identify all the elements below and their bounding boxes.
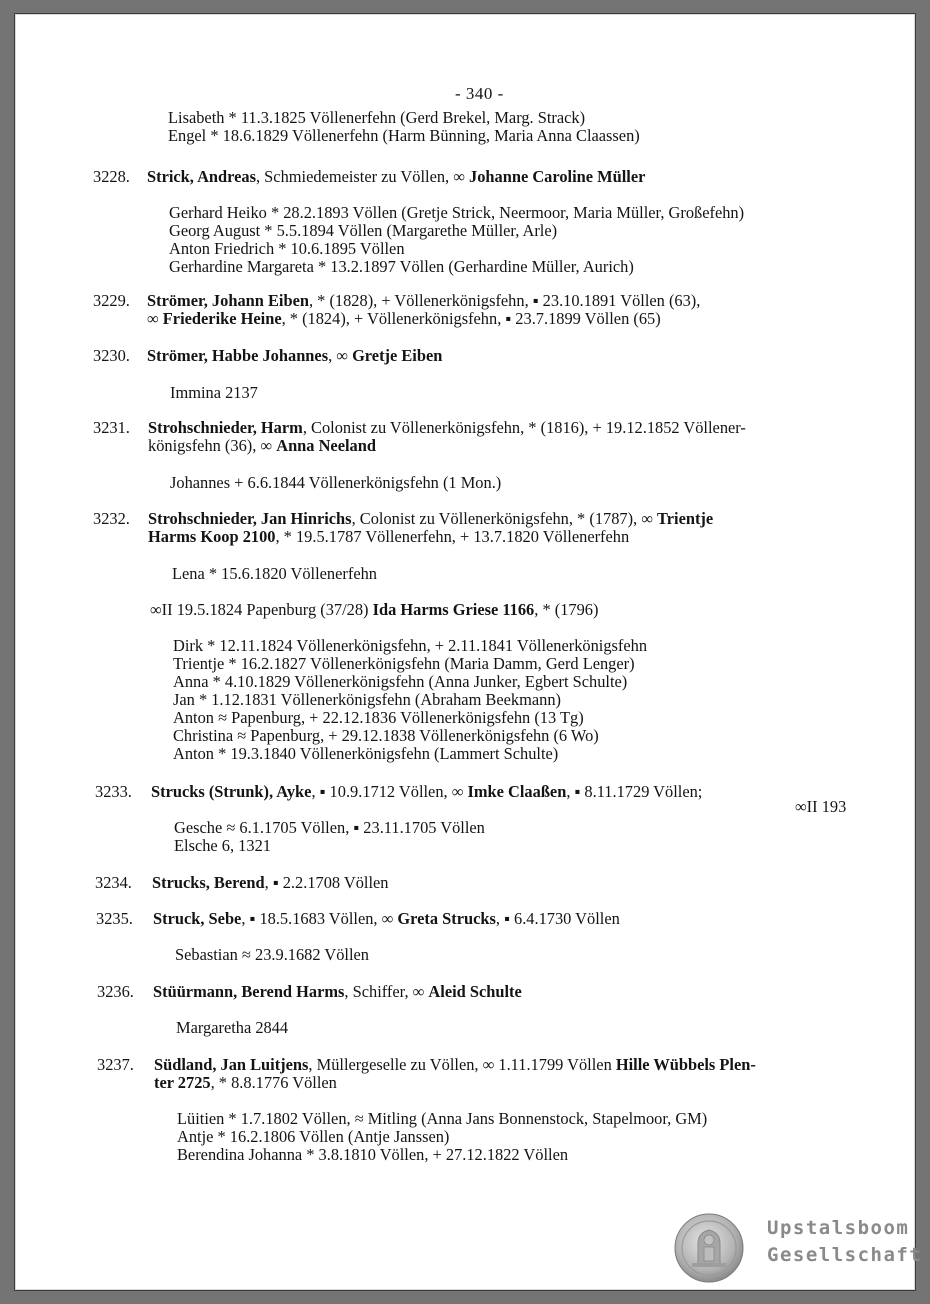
text-segment: , Schmiedemeister zu Völlen, ∞	[255, 167, 470, 186]
text-segment: Lisabeth * 11.3.1825 Völlenerfehn (Gerd Brekel, Marg. Strack)	[168, 108, 586, 127]
text-line	[173, 691, 561, 709]
text-segment: , * 19.5.1787 Völlenerfehn, + 13.7.1820 Völlenerfehn	[275, 527, 630, 546]
text-line	[169, 204, 744, 222]
text-line	[169, 240, 405, 258]
text-segment: Anton ≈ Papenburg, + 22.12.1836 Völlenerkönigsfehn (13 Tg)	[173, 708, 584, 727]
bold-name-segment: Trientje	[657, 509, 714, 528]
bold-name-segment: ter 2725	[154, 1073, 211, 1092]
bold-name-segment: Harms Koop 2100	[148, 527, 276, 546]
text-segment: , * (1828), + Völlenerkönigsfehn, ▪ 23.10.1891 Völlen (63),	[308, 291, 701, 310]
text-line	[154, 1056, 756, 1074]
entry-number: 3228.	[93, 167, 130, 186]
text-line	[147, 168, 645, 186]
text-line	[795, 798, 846, 816]
text-segment: Jan * 1.12.1831 Völlenerkönigsfehn (Abraham Beekmann)	[173, 690, 561, 709]
text-segment: , * (1796)	[534, 600, 599, 619]
bold-name-segment: Strömer, Habbe Johannes	[147, 346, 329, 365]
text-line	[177, 1110, 707, 1128]
text-line	[168, 127, 640, 145]
text-line	[173, 655, 635, 673]
entry-number: 3232.	[93, 509, 130, 528]
bold-name-segment: Ida Harms Griese 1166	[372, 600, 535, 619]
entry-number: 3230.	[93, 346, 130, 365]
entry-number: 3231.	[93, 418, 130, 437]
entry-number: 3233.	[95, 782, 132, 801]
bold-name-segment: Strucks (Strunk), Ayke	[151, 782, 312, 801]
bold-name-segment: Südland, Jan Luitjens	[154, 1055, 309, 1074]
text-line	[168, 109, 585, 127]
text-segment: Sebastian ≈ 23.9.1682 Völlen	[175, 945, 369, 964]
text-line	[148, 437, 376, 455]
entry-number: 3235.	[96, 909, 133, 928]
text-segment: Trientje * 16.2.1827 Völlenerkönigsfehn (Maria Damm, Gerd Lenger)	[173, 654, 635, 673]
bold-name-segment: Strick, Andreas	[147, 167, 256, 186]
text-segment: Elsche 6, 1321	[174, 836, 271, 855]
entry-number: 3237.	[97, 1055, 134, 1074]
text-segment: , ▪ 18.5.1683 Völlen, ∞	[241, 909, 398, 928]
text-segment: , ∞	[328, 346, 353, 365]
bold-name-segment: Strucks, Berend	[152, 873, 265, 892]
text-segment: , * (1824), + Völlenerkönigsfehn, ▪ 23.7.1899 Völlen (65)	[281, 309, 661, 328]
text-segment: Dirk * 12.11.1824 Völlenerkönigsfehn, + 2.11.1841 Völlenerkönigsfehn	[173, 636, 648, 655]
bold-name-segment: Struck, Sebe	[153, 909, 242, 928]
text-segment: , * 8.8.1776 Völlen	[210, 1073, 337, 1092]
text-line	[174, 837, 271, 855]
text-segment: , ▪ 8.11.1729 Völlen;	[566, 782, 703, 801]
bold-name-segment: Friederike Heine	[162, 309, 282, 328]
document-page	[14, 13, 923, 1291]
text-line	[176, 1019, 288, 1037]
text-segment: Anna * 4.10.1829 Völlenerkönigsfehn (Anna Junker, Egbert Schulte)	[173, 672, 628, 691]
text-line	[174, 819, 485, 837]
text-segment: Engel * 18.6.1829 Völlenerfehn (Harm Bünning, Maria Anna Claassen)	[168, 126, 640, 145]
text-segment: Georg August * 5.5.1894 Völlen (Margarethe Müller, Arle)	[169, 221, 558, 240]
text-line	[148, 419, 746, 437]
text-line	[147, 292, 700, 310]
text-segment: Gerhard Heiko * 28.2.1893 Völlen (Gretje Strick, Neermoor, Maria Müller, Großefehn)	[169, 203, 745, 222]
text-line	[170, 384, 258, 402]
text-segment: Anton Friedrich * 10.6.1895 Völlen	[169, 239, 405, 258]
text-line	[147, 310, 661, 328]
logo-text-line2: Gesellschaft	[767, 1244, 923, 1266]
text-segment: , ▪ 10.9.1712 Völlen, ∞	[311, 782, 468, 801]
text-segment: , ▪ 2.2.1708 Völlen	[264, 873, 389, 892]
text-line	[153, 910, 620, 928]
text-segment: Gerhardine Margareta * 13.2.1897 Völlen (Gerhardine Müller, Aurich)	[169, 257, 634, 276]
text-line	[153, 983, 522, 1001]
bold-name-segment: Imke Claaßen	[467, 782, 567, 801]
text-segment: ∞	[147, 309, 163, 328]
bold-name-segment: Aleid Schulte	[428, 982, 522, 1001]
text-line	[173, 673, 627, 691]
entry-number: 3229.	[93, 291, 130, 310]
text-line	[173, 637, 647, 655]
text-segment: Johannes + 6.6.1844 Völlenerkönigsfehn (1 Mon.)	[170, 473, 502, 492]
text-segment: Margaretha 2844	[176, 1018, 289, 1037]
text-segment: , Colonist zu Völlenerkönigsfehn, * (1787), ∞	[351, 509, 658, 528]
text-line	[148, 528, 629, 546]
text-segment: , Schiffer, ∞	[344, 982, 429, 1001]
bold-name-segment: Stüürmann, Berend Harms	[153, 982, 345, 1001]
text-line	[152, 874, 389, 892]
bold-name-segment: Johanne Caroline Müller	[469, 167, 646, 186]
bold-name-segment: Gretje Eiben	[352, 346, 443, 365]
text-line	[151, 783, 702, 801]
text-segment: Berendina Johanna * 3.8.1810 Völlen, + 27.12.1822 Völlen	[177, 1145, 569, 1164]
text-segment: , Müllergeselle zu Völlen, ∞ 1.11.1799 Völlen	[308, 1055, 616, 1074]
text-segment: Antje * 16.2.1806 Völlen (Antje Janssen)	[177, 1127, 450, 1146]
text-line	[154, 1074, 337, 1092]
bold-name-segment: Greta Strucks	[397, 909, 496, 928]
text-line	[177, 1146, 568, 1164]
text-segment: , Colonist zu Völlenerkönigsfehn, * (1816), + 19.12.1852 Völlener-	[302, 418, 746, 437]
text-segment: Lüitien * 1.7.1802 Völlen, ≈ Mitling (Anna Jans Bonnenstock, Stapelmoor, GM)	[177, 1109, 708, 1128]
text-line	[173, 727, 599, 745]
text-line	[177, 1128, 449, 1146]
text-line	[148, 510, 713, 528]
text-line	[175, 946, 369, 964]
text-line	[172, 565, 377, 583]
seal-icon	[674, 1213, 744, 1283]
text-segment: Gesche ≈ 6.1.1705 Völlen, ▪ 23.11.1705 Völlen	[174, 818, 485, 837]
entry-number: 3236.	[97, 982, 134, 1001]
text-segment: Immina 2137	[170, 383, 258, 402]
text-segment: königsfehn (36), ∞	[148, 436, 277, 455]
bold-name-segment: Strohschnieder, Harm	[148, 418, 303, 437]
text-segment: Anton * 19.3.1840 Völlenerkönigsfehn (Lammert Schulte)	[173, 744, 559, 763]
text-line	[150, 601, 598, 619]
bold-name-segment: Strömer, Johann Eiben	[147, 291, 309, 310]
text-line	[170, 474, 501, 492]
bold-name-segment: Strohschnieder, Jan Hinrichs	[148, 509, 352, 528]
text-segment: Christina ≈ Papenburg, + 29.12.1838 Völlenerkönigsfehn (6 Wo)	[173, 726, 599, 745]
bold-name-segment: Anna Neeland	[276, 436, 376, 455]
text-line	[173, 709, 584, 727]
page-number: - 340 -	[455, 84, 504, 103]
text-line	[173, 745, 558, 763]
text-line	[169, 222, 557, 240]
entry-number: 3234.	[95, 873, 132, 892]
text-segment: Lena * 15.6.1820 Völlenerfehn	[172, 564, 377, 583]
text-line	[147, 347, 442, 365]
text-segment: , ▪ 6.4.1730 Völlen	[495, 909, 620, 928]
text-segment: ∞II 19.5.1824 Papenburg (37/28)	[150, 600, 373, 619]
text-line	[169, 258, 634, 276]
bold-name-segment: Hille Wübbels Plen-	[615, 1055, 756, 1074]
text-segment: ∞II 193	[795, 797, 847, 816]
logo-text-line1: Upstalsboom	[767, 1217, 910, 1239]
